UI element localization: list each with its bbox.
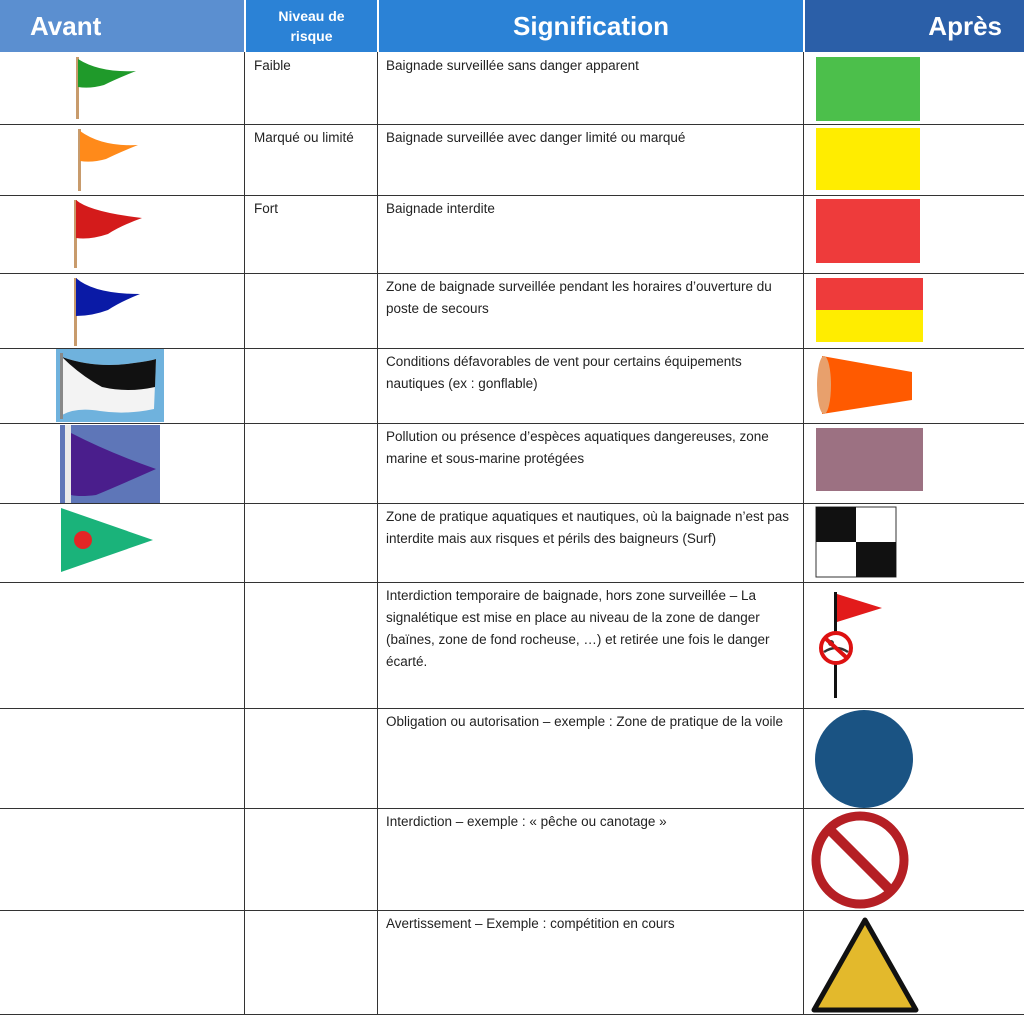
header-avant: Avant <box>0 0 244 52</box>
row-divider <box>0 195 1024 196</box>
row-divider <box>0 124 1024 125</box>
meaning-text: Obligation ou autorisation – exemple : Zone de pratique de la voile <box>386 714 784 729</box>
row-divider <box>0 582 1024 583</box>
red-yellow-flag-icon <box>816 278 923 342</box>
meaning-text: Baignade surveillée sans danger apparent <box>386 58 639 73</box>
warning-triangle-icon <box>808 914 922 1014</box>
red-square-icon <box>816 199 920 263</box>
black-white-flag-icon <box>56 349 164 422</box>
orange-flag-icon <box>60 127 150 192</box>
header-signification: Signification <box>379 0 803 52</box>
meaning-text: Baignade interdite <box>386 201 495 216</box>
prohibition-sign-icon <box>808 808 914 912</box>
risk-level: Faible <box>254 58 291 73</box>
risk-level: Fort <box>254 201 279 216</box>
column-divider <box>377 52 378 1014</box>
column-divider <box>803 52 804 1014</box>
green-red-dot-flag-icon <box>57 506 157 576</box>
meaning-text: Zone de baignade surveillée pendant les horaires d’ouverture du poste de secours <box>386 279 772 316</box>
risk-level: Marqué ou limité <box>254 130 354 145</box>
checkered-flag-icon <box>816 507 896 577</box>
blue-circle-icon <box>812 708 916 810</box>
meaning-text: Pollution ou présence d’espèces aquatiques dangereuses, zone marine et sous-marine protégées <box>386 429 769 466</box>
meaning-text: Interdiction – exemple : « pêche ou canotage » <box>386 814 667 829</box>
row-divider <box>0 1014 1024 1015</box>
header-apres: Après <box>805 0 1024 52</box>
yellow-square-icon <box>816 128 920 190</box>
meaning-text: Baignade surveillée avec danger limité ou marqué <box>386 130 686 145</box>
meaning-text: Conditions défavorables de vent pour certains équipements nautiques (ex : gonflable) <box>386 354 742 391</box>
windsock-icon <box>814 352 918 418</box>
row-divider <box>0 273 1024 274</box>
row-divider <box>0 503 1024 504</box>
purple-flag-icon <box>60 425 160 503</box>
header-niveau-de-risque: Niveau de risque <box>246 0 377 52</box>
green-square-icon <box>816 57 920 121</box>
red-flag-icon <box>60 198 150 270</box>
meaning-text: Interdiction temporaire de baignade, hors zone surveillée – La signalétique est mise en place au niveau de la zone de danger (baïnes, zone de fond rocheuse, …) et retirée une fois le danger écarté. <box>386 588 770 669</box>
purple-square-icon <box>816 428 923 491</box>
meaning-text: Avertissement – Exemple : compétition en cours <box>386 916 675 931</box>
meaning-text: Zone de pratique aquatiques et nautiques, où la baignade n’est pas interdite mais aux risques et périls des baigneurs (Surf) <box>386 509 790 546</box>
green-flag-icon <box>60 55 150 120</box>
blue-flag-icon <box>60 276 150 348</box>
column-divider <box>244 52 245 1014</box>
row-divider <box>0 423 1024 424</box>
no-swimming-flag-icon <box>814 588 894 700</box>
